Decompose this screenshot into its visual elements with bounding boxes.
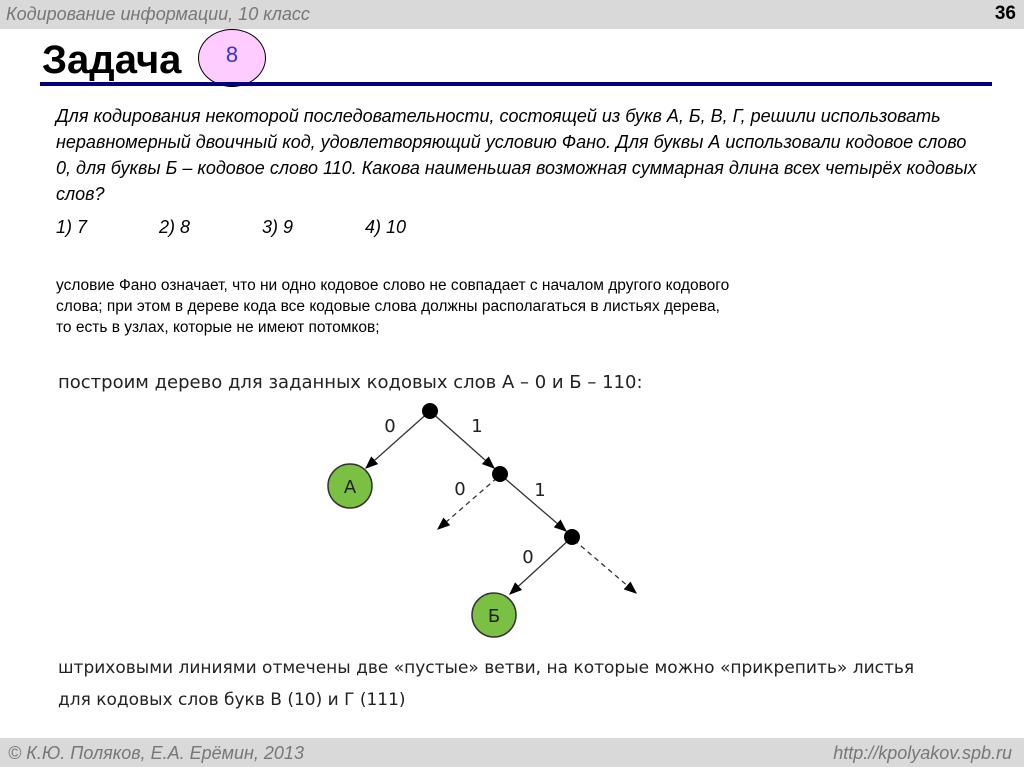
footer-bar (0, 738, 1024, 767)
website-link[interactable]: http://kpolyakov.spb.ru (833, 743, 1012, 763)
tree-node (564, 529, 580, 545)
edge-dashed (574, 540, 636, 593)
edge-110 (510, 538, 571, 594)
edge-dashed (438, 478, 497, 529)
edge-label: 0 (454, 479, 466, 500)
conclusion-line: для кодовых слов букв В (10) и Г (111) (58, 690, 406, 710)
edge-0 (366, 411, 430, 468)
conclusion (58, 652, 914, 716)
edge-label: 1 (471, 416, 483, 437)
slide-number: 36 (994, 3, 1016, 24)
conclusion-line: штриховыми линиями отмечены две «пустые» ветви, на которые можно «прикрепить» листья (58, 658, 915, 678)
leaf-a-label: А (343, 477, 357, 498)
edge-label: 0 (384, 416, 396, 437)
task-number-badge: 8 (198, 29, 266, 87)
explanation-line: слова; при этом в дереве кода все кодовые слова должны располагаться в листьях дерева, (56, 298, 720, 315)
answer-option: 3) 9 (262, 217, 294, 237)
tree-node (422, 403, 438, 419)
answer-option: 1) 7 (56, 217, 88, 237)
course-title: Кодирование информации, 10 класс (6, 4, 310, 24)
answer-option: 4) 10 (365, 217, 407, 237)
tree-node (492, 466, 508, 482)
tree-caption: построим дерево для заданных кодовых слов А – 0 и Б – 110: (58, 372, 643, 393)
question-text: Для кодирования некоторой последовательности, состоящей из букв А, Б, В, Г, решили использовать неравномерный двоичный код, удовлетворяющий условию Фано. Для буквы А использовали кодовое слово 0, для буквы Б – кодовое слово 110. Какова наименьшая возможная суммарная длина всех четырёх кодовых слов? (56, 106, 977, 204)
authors: © К.Ю. Поляков, Е.А. Ерёмин, 2013 (8, 743, 304, 763)
leaf-b-label: Б (487, 606, 501, 627)
answer-option: 2) 8 (159, 217, 191, 237)
edge-1 (430, 411, 494, 468)
edge-label: 0 (522, 547, 534, 568)
edge-label: 1 (534, 480, 546, 501)
explanation-line: условие Фано означает, что ни одно кодовое слово не совпадает с началом другого кодового (56, 277, 730, 294)
explanation-line: то есть в узлах, которые не имеют потомков; (56, 319, 380, 336)
page-title: Задача (42, 38, 182, 82)
